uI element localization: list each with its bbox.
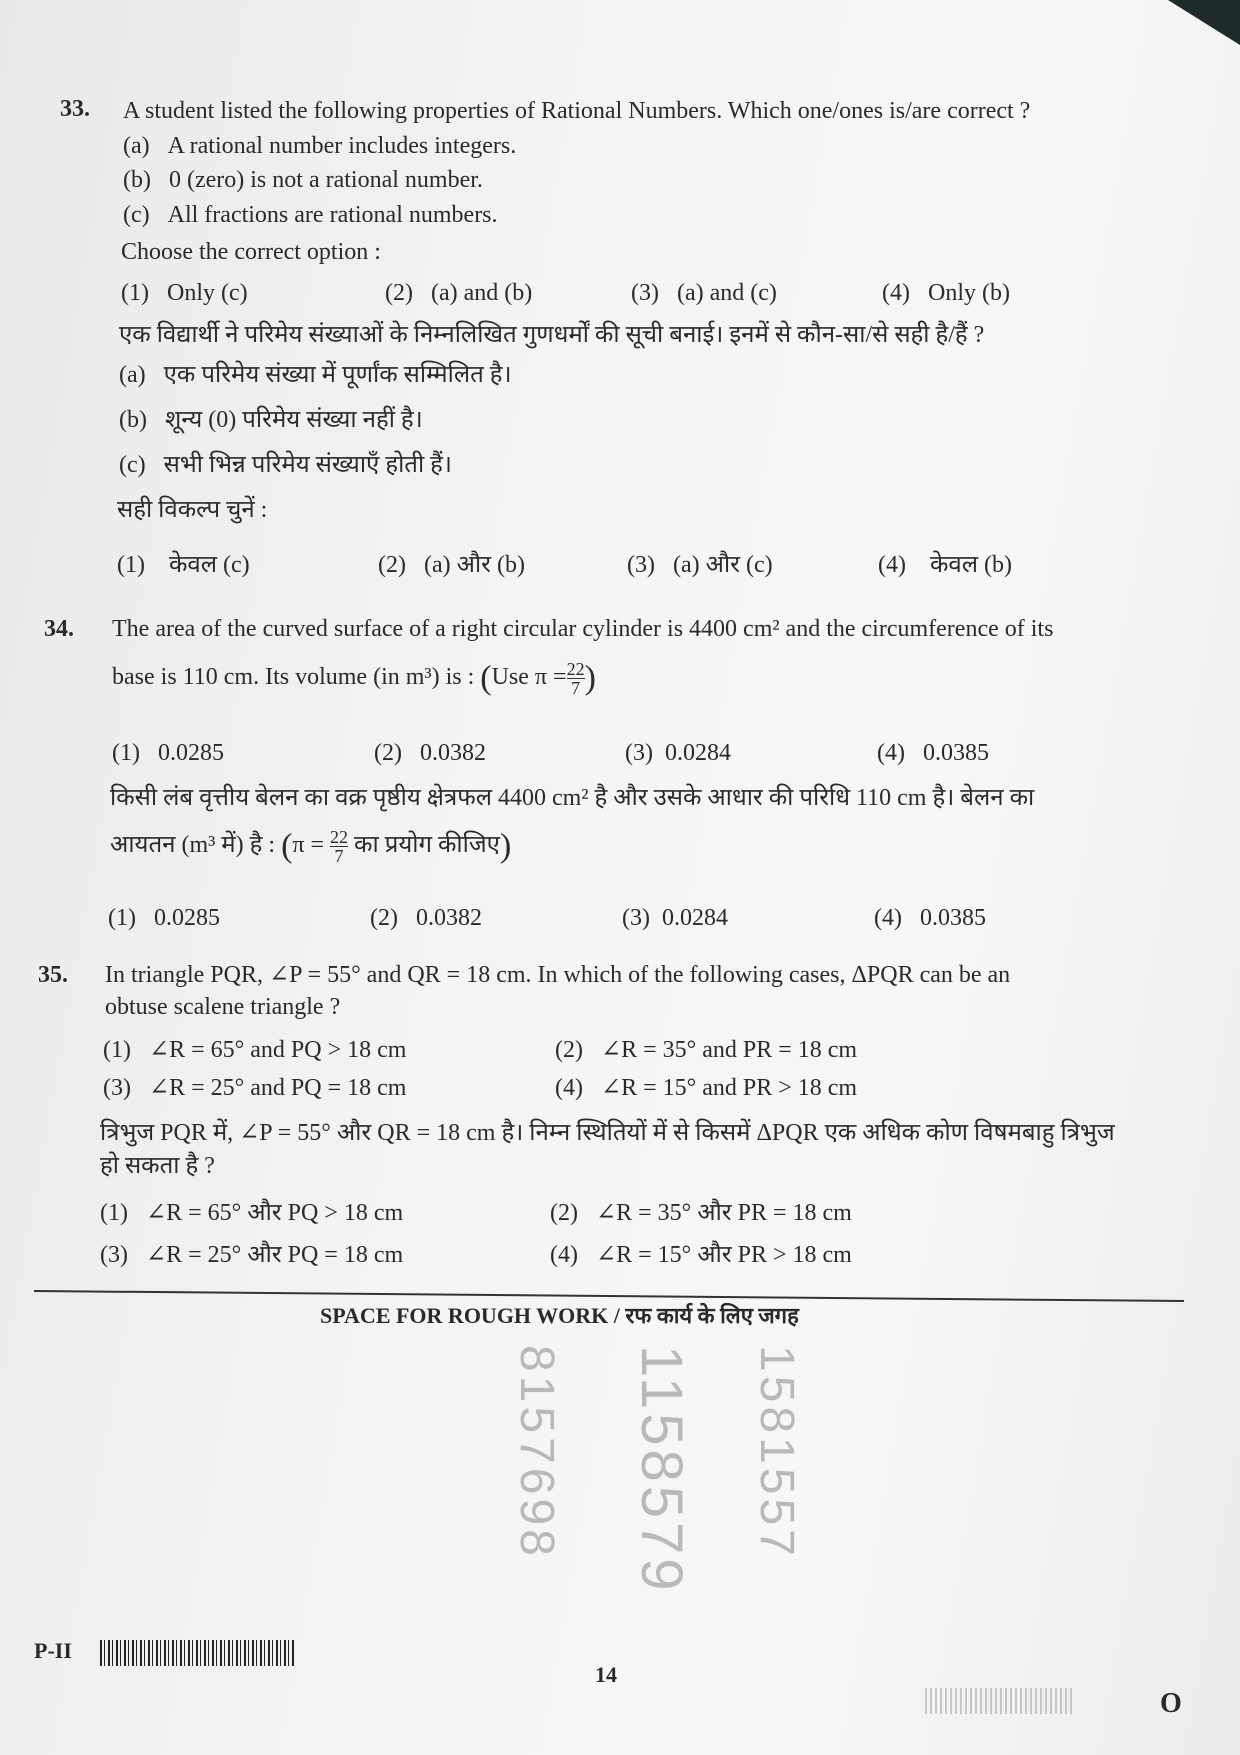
option-label: (4)	[555, 1075, 583, 1101]
option-3-hi	[100, 1242, 403, 1270]
option-text: (a) and (b)	[430, 280, 533, 306]
option-1-hi	[117, 552, 250, 580]
choose-instruction: Choose the correct option :	[121, 239, 381, 265]
option-label: (2)	[378, 552, 406, 578]
option-label: (3)	[622, 905, 650, 931]
option-label: (4)	[874, 905, 902, 931]
option-label: (4)	[882, 280, 910, 306]
question-stem-hi-line2	[110, 828, 511, 865]
option-text: ∠R = 25° और PQ = 18 cm	[145, 1242, 404, 1268]
paper-code: P-II	[34, 1638, 72, 1663]
watermark-number: 1158579	[629, 1345, 694, 1595]
paren: (	[480, 659, 492, 697]
statement-b	[123, 167, 483, 195]
option-3-hi	[627, 552, 773, 580]
item-label: (c)	[119, 452, 146, 478]
fraction-denominator: 7	[571, 678, 581, 698]
fraction	[567, 660, 585, 697]
barcode	[100, 1640, 296, 1666]
option-text: Only (b)	[927, 280, 1010, 306]
watermark-number: 8157698	[510, 1345, 563, 1560]
fraction-numerator: 22	[566, 659, 585, 679]
option-text: 0.0284	[661, 905, 728, 931]
option-4-hi	[878, 552, 1012, 580]
option-text: केवल (c)	[168, 552, 250, 578]
question-stem-hi: त्रिभुज PQR में, ∠P = 55° और QR = 18 cm है। निम्न स्थितियों में से किसमें ΔPQR एक अधिक कोण विषमबाहु त्रिभुज	[100, 1120, 1115, 1146]
watermark-number: 1581557	[750, 1345, 803, 1560]
item-label: (b)	[123, 167, 151, 193]
statement-a	[123, 133, 516, 161]
paren: (	[281, 827, 293, 865]
option-text: (a) और (c)	[672, 552, 773, 578]
option-1	[121, 280, 248, 308]
option-label: (3)	[627, 552, 655, 578]
question-stem-en: A student listed the following properties of Rational Numbers. Which one/ones is/are correct ?	[123, 98, 1031, 124]
option-text: 0.0285	[153, 905, 220, 931]
option-1-hi	[108, 905, 220, 933]
option-label: (3)	[100, 1242, 128, 1268]
option-text: 0.0385	[922, 740, 989, 766]
paren: )	[584, 659, 596, 697]
option-label: (3)	[631, 280, 659, 306]
option-text: 0.0285	[157, 740, 224, 766]
question-stem-en-line2	[112, 660, 596, 697]
item-label: (a)	[119, 362, 146, 388]
fraction-denominator: 7	[334, 846, 344, 866]
paren: )	[499, 827, 512, 865]
option-2-hi	[370, 905, 482, 933]
item-text: सभी भिन्न परिमेय संख्याएँ होती हैं।	[163, 452, 453, 478]
option-text: ∠R = 35° and PR = 18 cm	[600, 1037, 858, 1063]
question-stem-en: In triangle PQR, ∠P = 55° and QR = 18 cm. In which of the following cases, ΔPQR can be an	[105, 962, 1011, 988]
option-4-hi	[550, 1242, 852, 1270]
option-label: (2)	[555, 1037, 583, 1063]
option-1	[103, 1037, 406, 1065]
option-text: ∠R = 65° and PQ > 18 cm	[148, 1037, 407, 1063]
option-label: (1)	[112, 740, 140, 766]
option-3	[631, 280, 777, 308]
option-text: केवल (b)	[929, 552, 1013, 578]
question-number: 33.	[60, 96, 90, 122]
question-number: 35.	[38, 962, 68, 988]
option-label: (1)	[121, 280, 149, 306]
option-2-hi	[378, 552, 525, 580]
pi-hint-hi: का प्रयोग कीजिए	[354, 832, 500, 859]
option-label: (1)	[100, 1200, 128, 1226]
booklet-code: O	[1160, 1688, 1182, 1719]
page-corner-shadow	[1150, 0, 1240, 45]
option-1-hi	[100, 1200, 403, 1228]
option-4	[555, 1075, 857, 1103]
option-text: ∠R = 15° और PR > 18 cm	[595, 1242, 852, 1268]
option-4	[882, 280, 1010, 308]
item-text: All fractions are rational numbers.	[167, 202, 498, 228]
pi-hint: Use π =	[491, 664, 567, 691]
option-text: 0.0382	[415, 905, 482, 931]
option-2-hi	[550, 1200, 852, 1228]
option-label: (3)	[103, 1075, 131, 1101]
option-2	[555, 1037, 857, 1065]
statement-c-hi	[119, 452, 452, 480]
option-2	[374, 740, 486, 768]
option-text: 0.0385	[919, 905, 986, 931]
page-number: 14	[595, 1662, 617, 1687]
item-label: (a)	[123, 133, 150, 159]
statement-c	[123, 202, 498, 230]
option-text: ∠R = 35° और PR = 18 cm	[595, 1200, 852, 1226]
option-text: (a) और (b)	[423, 552, 525, 578]
option-text: Only (c)	[166, 280, 248, 306]
option-2	[385, 280, 532, 308]
fraction	[330, 828, 348, 865]
item-text: 0 (zero) is not a rational number.	[168, 167, 483, 193]
option-text: (a) and (c)	[676, 280, 777, 306]
question-stem-hi: किसी लंब वृत्तीय बेलन का वक्र पृष्ठीय क्षेत्रफल 4400 cm² है और उसके आधार की परिधि 110 cm है। बेलन का	[110, 785, 1035, 811]
option-3-hi	[622, 905, 728, 933]
option-text: 0.0382	[419, 740, 486, 766]
rough-work-label: SPACE FOR ROUGH WORK / रफ कार्य के लिए जगह	[320, 1303, 799, 1328]
option-label: (2)	[385, 280, 413, 306]
option-label: (4)	[878, 552, 906, 578]
question-stem-en: The area of the curved surface of a right circular cylinder is 4400 cm² and the circumference of its	[112, 616, 1054, 642]
choose-instruction-hi: सही विकल्प चुनें :	[117, 497, 268, 523]
item-label: (b)	[119, 407, 147, 433]
option-3	[103, 1075, 406, 1103]
option-label: (4)	[877, 740, 905, 766]
option-label: (3)	[625, 740, 653, 766]
option-label: (4)	[550, 1242, 578, 1268]
question-stem-hi-line2: हो सकता है ?	[100, 1153, 215, 1179]
option-text: ∠R = 65° और PQ > 18 cm	[145, 1200, 404, 1226]
item-label: (c)	[123, 202, 150, 228]
option-label: (1)	[103, 1037, 131, 1063]
option-text: ∠R = 15° and PR > 18 cm	[600, 1075, 858, 1101]
item-text: शून्य (0) परिमेय संख्या नहीं है।	[164, 407, 423, 433]
question-stem-hi: एक विद्यार्थी ने परिमेय संख्याओं के निम्नलिखित गुणधर्मों की सूची बनाई। इनमें से कौन-सा/से सही है/हैं ?	[119, 322, 985, 348]
statement-a-hi	[119, 362, 512, 390]
option-label: (2)	[374, 740, 402, 766]
option-label: (1)	[117, 552, 145, 578]
option-label: (2)	[370, 905, 398, 931]
option-4-hi	[874, 905, 986, 933]
item-text: एक परिमेय संख्या में पूर्णांक सम्मिलित है।	[163, 362, 512, 388]
stem-text: base is 110 cm. Its volume (in m³) is :	[112, 664, 475, 691]
pi-hint: π =	[292, 832, 325, 859]
question-stem-en-line2: obtuse scalene triangle ?	[105, 994, 341, 1020]
option-label: (1)	[108, 905, 136, 931]
option-text: ∠R = 25° and PQ = 18 cm	[148, 1075, 407, 1101]
question-number: 34.	[44, 616, 74, 642]
faint-barcode	[925, 1688, 1075, 1714]
option-1	[112, 740, 224, 768]
option-4	[877, 740, 989, 768]
option-label: (2)	[550, 1200, 578, 1226]
fraction-numerator: 22	[330, 827, 349, 847]
divider-line	[34, 1290, 1184, 1302]
option-text: 0.0284	[664, 740, 731, 766]
statement-b-hi	[119, 407, 423, 435]
option-3	[625, 740, 731, 768]
item-text: A rational number includes integers.	[167, 133, 517, 159]
stem-text: आयतन (m³ में) है :	[110, 832, 276, 859]
